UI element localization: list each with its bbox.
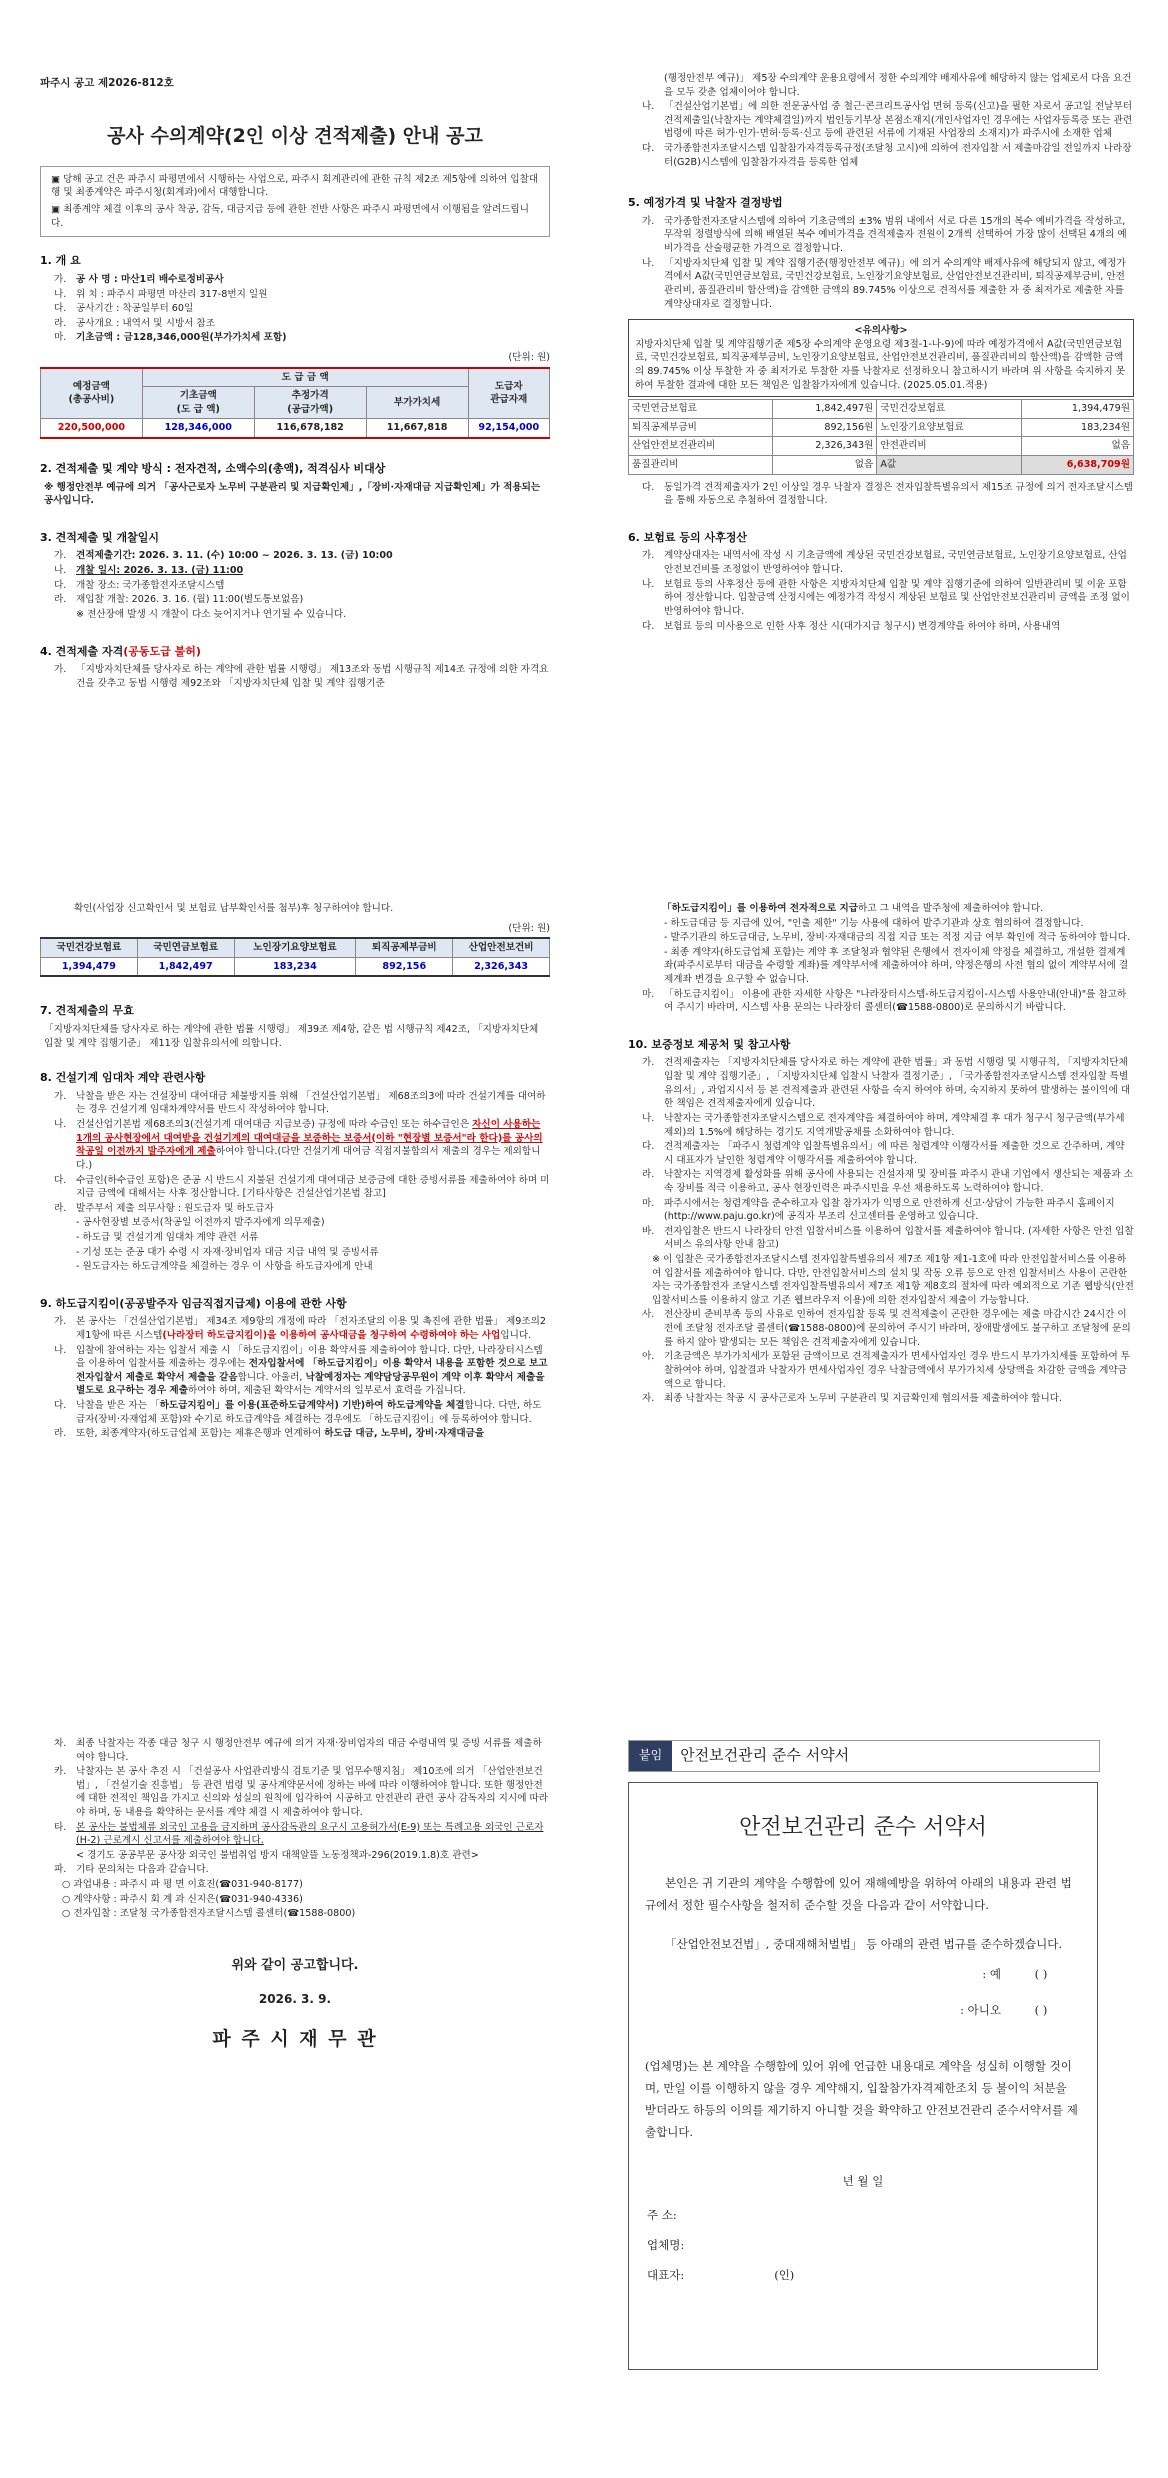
list-item: 나. 위 치 : 파주시 파평면 마산리 317-8번지 일원 bbox=[54, 288, 268, 300]
yes-option[interactable]: : 예 ( ) bbox=[982, 1967, 1048, 1982]
issuer: 파 주 시 재 무 관 bbox=[212, 2028, 378, 2051]
caution-box bbox=[628, 319, 1134, 397]
section-7-heading: 7. 견적제출의 무효 bbox=[40, 1004, 134, 1018]
a-value-table: 국민연금보험료 1,842,497원 국민건강보험료 1,394,479원 퇴직공제부금비 892,156원 노인장기요양보험료 183,234원 산업안전보건관리비 2,326,343원 안전관리비 없음 품질관리비 없음 A값 6,638,709원 bbox=[628, 399, 1134, 474]
list-item: 가. 본 공사는 「건설산업기본법」 제34조 제9항의 개정에 따라 「전자조달의 이용 및 촉진에 관한 법률」 제9조의2 제1항에 따른 시스템(나라장터 하도급지킴이)을 이용하여 공사대금을 청구하여 수령하여야 하는 사업입니다. bbox=[54, 1316, 546, 1342]
list-item: 다. 국가종합전자조달시스템 입찰참가자격등록규정(조달청 고시)에 의하여 전자입찰 서 제출마감일 전일까지 나라장터(G2B)시스템에 입찰참가자격을 등록한 업체 bbox=[642, 143, 1132, 168]
list-item: 자. 최종 낙찰자는 착공 시 공사근로자 노무비 구분관리 및 지급확인제 협의서를 제출하여야 합니다. bbox=[642, 1393, 1063, 1405]
list-item: 나. 건설산업기본법 제68조의3(건설기계 대여대금 지급보증) 규정에 따라 수급인 또는 하수급인은 자신이 사용하는 1개의 공사현장에서 대여받을 건설기계의 대여대금을 보증하는 보증서(이하 "현장별 보증서"라 한다)를 공사의 착공일 이전까지 발주자에게 제출하여야 합니다.(다만 건설기계 대여금 직접지불합의서 제출의 경우는 제외합니다.) bbox=[54, 1119, 543, 1171]
annex-tag: 붙임 bbox=[629, 1741, 672, 1771]
list-item: 다. 수급인(하수급인 포함)은 준공 시 반드시 지불된 건설기계 대여대금 보증금에 대한 증빙서류를 제출하여야 하며 미지급 금액에 대해서는 사후 정산합니다. [기타사항은 건설산업기본법 참고] bbox=[54, 1174, 550, 1200]
list-item: 라. 발주부서 제출 의무사항 : 원도급자 및 하도급자 bbox=[54, 1202, 274, 1214]
intro-line: ▣ 당해 공고 건은 파주시 파평면에서 시행하는 사업으로, 파주시 회계관리에 관한 규칙 제2조 제5항에 의하여 입찰대행 및 최종계약은 파주시청(회계과)에서 대행합니다. bbox=[51, 173, 539, 199]
section-10-note: ※ 이 입찰은 국가종합전자조달시스템 전자입찰특별유의서 제7조 제1항 제1-1호에 따라 안전입찰서비스를 이용하여 입찰서를 제출하여야 합니다. 다만, 안전입찰서비스의 설치 및 작동 오류 등으로 안전 입찰서비스 사용이 곤란한 자는 국가종합전자 조달시스템 전자입찰특별유의서 제7조 제1항 제8호의 절차에 따라 예외적으로 기존 웹방식(안전 입찰서비스를 이용하지 않고 기존 웹브라우저 이용)에 의한 전자입찰서 제출이 가능합니다. bbox=[652, 1254, 1134, 1306]
list-item: 라. 낙찰자는 지역경제 활성화를 위해 공사에 사용되는 건설자재 및 장비를 파주시 관내 기업에서 생산되는 제품과 소속 장비를 적극 이용하고, 공사 현장인력은 파주시민을 우선 채용하도록 노력하여야 합니다. bbox=[642, 1169, 1134, 1194]
list-item: 라. 재입찰 개찰: 2026. 3. 16. (월) 11:00(별도통보없음) bbox=[54, 594, 304, 606]
intro-line: ▣ 최종계약 체결 이후의 공사 착공, 감독, 대금지급 등에 관한 전반 사항은 파주시 파평면에서 이행됨을 알려드립니다. bbox=[51, 204, 529, 229]
page1-left-column bbox=[40, 76, 550, 691]
notice-number: 파주시 공고 제2026-812호 bbox=[40, 77, 174, 89]
list-item: 나. 「지방자치단체 입찰 및 계약 집행기준(행정안전부 예규)」에 의거 수의계약 배제사유에 해당되지 않고, 예정가격에서 A값(국민연금보험료, 국민건강보험료, 노인장기요양보험료, 산업안전보건관리비, 퇴직공제부금비, 안전관리비, 품질관리비 합산액)을 감액한 금액의 89.745% 이상으로 견적서를 제출한 자 중 최저가로 제출한 자를 계약상대자로 결정합니다. bbox=[642, 257, 1126, 310]
annex-header bbox=[628, 1740, 1100, 1772]
form-pledge: (업체명)는 본 계약을 수행함에 있어 위에 언급한 내용대로 계약을 성실히 이행할 것이며, 만일 이를 이행하지 않을 경우 계약해지, 입찰참가자격제한조치 등 불이익 처분을 받더라도 하등의 이의를 제기하지 아니할 것을 확약하고 안전보건관리 준수서약서를 제출합니다. bbox=[645, 2059, 1078, 2139]
list-item: 카. 낙찰자는 본 공사 추진 시 「건설공사 사업관리방식 검토기준 및 업무수행지침」 제10조에 의거 「산업안전보건법」, 「건설기술 진흥법」 등 관련 법령 및 공사계약문서에 정하는 바에 따라 이행하여야 합니다. 또한 행정안전에 대한 전적인 책임을 가지고 신의와 성실의 원칙에 입각하여 시공하고 안전관리 관련 공사 감독자의 지시에 따라야 하며, 동 내용을 확약하는 문서를 계약 체결 시 제출하여야 합니다. bbox=[54, 1766, 549, 1819]
page3-left-column bbox=[40, 1736, 550, 2053]
material-amount: 92,154,000 bbox=[468, 419, 549, 438]
list-item: 마. 파주시에서는 청렴계약을 준수하고자 입찰 참가자가 익명으로 안전하게 신고·상담이 가능한 파주시 홈페이지(http://www.paju.go.kr)에 공직자 부조리 신고센터를 운영하고 있습니다. bbox=[642, 1197, 1115, 1223]
list-item: 다. 개찰 장소: 국가종합전자조달시스템 bbox=[54, 579, 225, 591]
page1-right-column bbox=[628, 72, 1134, 634]
list-item: 아. 기초금액은 부가가치세가 포함된 금액이므로 견적제출자가 면세사업자인 경우 반드시 부가가치세를 포함하여 투찰하여야 하며, 입찰결과 낙찰자가 면세사업자인 경우 낙찰금액에서 부가가치세 상당액을 차감한 금액을 계약금액으로 합니다. bbox=[642, 1351, 1131, 1390]
issue-date: 2026. 3. 9. bbox=[258, 1992, 332, 2007]
sub-item: - 하도급대금 등 지급에 있어, "인출 제한" 기능 사용에 대하여 발주기관과 상호 협의하여 결정합니다. bbox=[664, 917, 1084, 929]
section-5-heading: 5. 예정가격 및 낙찰자 결정방법 bbox=[628, 196, 783, 210]
section-4-continued: (행정안전부 예규)」 제5장 수의계약 운용요령에서 정한 수의계약 배제사유에 해당하지 않는 업체로서 다음 요건을 모두 갖춘 업체이어야 합니다. bbox=[664, 73, 1132, 98]
form-title: 안전보건관리 준수 서약서 bbox=[739, 1815, 987, 1840]
no-option[interactable]: : 아니오 ( ) bbox=[960, 2003, 1048, 2018]
sub-item: - 원도급자는 하도급계약을 체결하는 경우 이 사항을 하도급자에게 안내 bbox=[76, 1261, 373, 1273]
list-item: 가. 국가종합전자조달시스템에 의하여 기초금액의 ±3% 범위 내에서 서로 다른 15개의 복수 예비가격을 작성하고, 무작위 정렬방식에 의해 배열된 복수 예비가격을 견적제출자 전원이 2개씩 선택하여 가장 많이 선택된 4개의 예비가격을 산술평균한 가격으로 결정합니다. bbox=[642, 215, 1127, 255]
list-item: 타. 본 공사는 불법체류 외국인 고용을 금지하며 공사감독관의 요구시 고용허가서(E-9) 또는 특례고용 외국인 근로자(H-2) 근로계시 신고서를 제출하여야 합니다. bbox=[54, 1821, 544, 1847]
company-field[interactable]: 업체명: bbox=[647, 2238, 685, 2253]
unit-label: (단위: 원) bbox=[508, 351, 550, 363]
section-3-heading: 3. 견적제출 및 개찰일시 bbox=[40, 530, 159, 544]
intro-box bbox=[40, 166, 550, 237]
contact-line: ○ 계약사항 : 파주시 회 계 과 신지은(☎031-940-4336) bbox=[62, 1893, 303, 1905]
list-item: 사. 전산장비 준비부족 등의 사유로 인하여 전자입찰 등록 및 견적제출이 곤란한 경우에는 제출 마감시간 24시간 이전에 조달청 전자조달 콜센터(☎1588-0800)에 문의하여 주시기 바라며, 장애발생에도 불구하고 조달청에 문의를 하지 않아 발생되는 모든 책임은 견적제출자에게 있습니다. bbox=[642, 1309, 1131, 1348]
list-item: 가. 견적제출기간: 2026. 3. 11. (수) 10:00 ~ 2026. 3. 13. (금) 10:00 bbox=[54, 550, 393, 562]
list-item: 가. 견적제출자는 「지방자치단체를 당사자로 하는 계약에 관한 법률」과 동법 시행령 및 시행규칙, 「지방자치단체 입찰 및 계약 집행기준」, 「지방자치단체 입찰시 낙찰자 결정기준」, 「국가종합전자조달시스템 전자입찰 특별유의서」, 과업지시서 등 본 견적제출과 관련된 사항을 숙지 하여야 하며, 숙지하지 못하여 발생하는 불이익에 대한 책임은 견적제출자에게 있습니다. bbox=[642, 1057, 1131, 1110]
list-item: 다. 견적제출자는 「파주시 청렴계약 입찰특별유의서」에 따른 청렴계약 이행각서를 제출한 것으로 간주하며, 계약 시 대표자가 날인한 청렴계약 이행각서를 제출하여야 합니다. bbox=[642, 1141, 1125, 1166]
list-item: 라. 공사개요 : 내역서 및 시방서 참조 bbox=[54, 317, 215, 329]
section-4-heading: 4. 견적제출 자격(공동도급 불허) bbox=[40, 644, 201, 658]
section-9-heading: 9. 하도급지킴이(공공발주자 임금직접지급제) 이용에 관한 사항 bbox=[40, 1296, 347, 1310]
contact-line: ○ 전자입찰 : 조달청 국가종합전자조달시스템 콜센터(☎1588-0800) bbox=[62, 1908, 356, 1920]
list-item: 가. 「지방자치단체를 당사자로 하는 계약에 관한 법률 시행령」 제13조와 동법 시행규칙 제14조 규정에 의한 자격요건을 갖추고 동법 시행령 제92조와 「지방자치단체 입찰 및 계약 집행기준 bbox=[54, 664, 549, 689]
vat-amount: 11,667,818 bbox=[366, 419, 468, 438]
budget-table: 예정금액 (총공사비) 도 급 금 액 도급자 관급자재 기초금액 (도 급 액) 추정가격 (공급가액) 부가가치세 220,500,000 128,346,000 116,678,182 11,667,818 92,154,000 bbox=[40, 367, 550, 439]
list-item: 다. 낙찰을 받은 자는 「하도급지킴이」를 이용(표준하도급계약서) 기반)하여 하도급계약을 체결합니다. 다만, 하도급자(장비·자재업체 포함)와 수기로 하도급계약을 체결하는 경우에도 「하도급지킴이」에 등록하여야 합니다. bbox=[54, 1400, 542, 1425]
list-item: 차. 최종 낙찰자는 각종 대금 청구 시 행정안전부 예규에 의거 자재·장비업자의 대금 수령내역 및 증빙 서류를 제출하여야 합니다. bbox=[54, 1738, 542, 1763]
form-law: 「산업안전보건법」, 중대재해처벌법」 등 아래의 관련 법규를 준수하겠습니다. bbox=[665, 1937, 1063, 1952]
list-item: 마. 기초금액 : 금128,346,000원(부가가치세 포함) bbox=[54, 332, 287, 344]
section-7-text: 「지방자치단체를 당사자로 하는 계약에 관한 법률 시행령」 제39조 제4항, 같은 법 시행규칙 제42조, 「지방자치단체 입찰 및 계약 집행기준」 제11장 입찰유의서에 의합니다. bbox=[44, 1024, 539, 1049]
list-item: 라. 또한, 최종계약자(하도급업체 포함)는 제휴은행과 연계하여 하도급 대금, 노무비, 장비·자재대금을 bbox=[54, 1428, 485, 1440]
section-1-heading: 1. 개 요 bbox=[40, 254, 81, 268]
list-item: 다. 공사기간 : 착공일부터 60일 bbox=[54, 303, 194, 315]
sub-item: - 발주기관의 하도급대금, 노무비, 장비·자재대금의 직접 지급 또는 적정 지급 여부 확인에 적극 동하여야 합니다. bbox=[664, 932, 1131, 944]
representative-field[interactable]: 대표자: (인) bbox=[647, 2267, 795, 2282]
form-body: 본인은 귀 기관의 계약을 수행함에 있어 재해예방을 위하여 아래의 내용과 관련 법규에서 정한 필수사항을 철저히 준수할 것을 다음과 같이 서약합니다. bbox=[645, 1875, 1072, 1912]
list-item: 나. 낙찰자는 국가종합전자조달시스템으로 전자계약을 체결하여야 하며, 계약체결 후 대가 청구시 청구금액(부가세 제외)의 1.5%에 해당하는 경기도 지역개발공채를 소화하여야 합니다. bbox=[642, 1112, 1125, 1138]
unit-label: (단위: 원) bbox=[508, 922, 550, 934]
reference-line: < 경기도 공공부문 공사장 외국인 불법취업 방지 대책알뜰 노동정책과-296(2019.1.8)호 관련> bbox=[76, 1849, 479, 1861]
annex-form bbox=[628, 1782, 1098, 2370]
list-item: 파. 기타 문의처는 다음과 같습니다. bbox=[54, 1864, 209, 1876]
page2-right-column bbox=[628, 902, 1134, 1407]
list-item: 나. 보험료 등의 사후정산 등에 관한 사항은 지방자치단체 입찰 및 계약 집행기준에 의하여 일반관리비 및 이윤 포함하여 정산합니다. 입찰금액 산정시에는 예정가격 작성시 계상된 보험료 및 산업안전보건관리비 금액을 조정 없이 반영하여야 합니다. bbox=[642, 578, 1130, 617]
address-field[interactable]: 주 소: bbox=[647, 2208, 677, 2223]
caution-text: 지방자치단체 입찰 및 계약집행기준 제5장 수의계약 운영요령 제3절-1-나-9)에 따라 예정가격에서 A값(국민연금보험료, 국민건강보험료, 퇴직공제부금비, 노인장기요양보험료, 산업안전보건관리비, 품질관리비의 합산액)을 감액한 금액의 89.745% 이상 투찰한 자 중 최저가로 투찰한 자를 낙찰자로 선정하오니 참고하시기 바라며 위 사항을 숙지하지 못하여 투찰한 결과에 대한 모든 책임은 입찰참가자에게 있습니다. (2025.05.01.적용) bbox=[635, 338, 1125, 391]
section-2-heading: 2. 견적제출 및 계약 방식 : 전자견적, 소액수의(총액), 적격심사 비대상 bbox=[40, 462, 386, 476]
list-item: 다. 동일가격 견적제출자가 2인 이상일 경우 낙찰자 결정은 전자입찰특별유의서 제15조 규정에 의거 전자조달시스템을 통해 자동으로 추첨하여 결정합니다. bbox=[642, 481, 1133, 507]
sub-item: - 공사현장별 보증서(착공일 이전까지 발주자에게 의무제출) bbox=[76, 1217, 325, 1229]
base-amount: 128,346,000 bbox=[142, 419, 254, 438]
section-6-continued: 확인(사업장 신고확인서 및 보험료 납부확인서를 첨부)후 청구하여야 합니다. bbox=[74, 903, 394, 914]
list-item: 가. 공 사 명 : 마산1리 배수로정비공사 bbox=[54, 273, 224, 285]
section-2-note: ※ 행정안전부 예규에 의거 「공사근로자 노무비 구분관리 및 지급확인제」,「장비·자재대금 지급확인제」가 적용되는 공사입니다. bbox=[44, 481, 541, 507]
section-3-note: ※ 전산장애 발생 시 개찰이 다소 늦어지거나 연기될 수 있습니다. bbox=[76, 608, 347, 620]
list-item: 나. 입찰에 참여하는 자는 입찰서 제출 시 「하도급지킴이」이용 확약서를 제출하여야 합니다. 다만, 나라장터시스템을 이용하여 입찰서를 제출하는 경우에는 전자입찰서에 「하도급지킴이」이용 확약서 내용을 포함한 것으로 보고 전자입찰서 제출로 확약서 제출을 갈음합니다. 아울러, 낙찰예정자는 계약담당공무원이 계약 이후 확약서 제출을 별도로 요구하는 경우 제출하여야 하며, 제출된 확약서는 계약서의 일부로서 효력을 가집니다. bbox=[54, 1344, 548, 1397]
list-item: 나. 「건설산업기본법」에 의한 전문공사업 중 철근·콘크리트공사업 면허 등록(신고)을 필한 자로서 공고일 전날부터 견적제출일(낙찰자는 계약체결일)까지 법인등기부상 본점소재지(개인사업자인 경우에는 사업자등록증 또는 관련법령에 따른 허가·인가·면허·등록·신고 등에 관련된 서류에 기재된 사업장의 소재지)가 파주시에 소재한 업체 bbox=[642, 101, 1133, 140]
contact-line: ○ 과업내용 : 파주시 파 평 면 이효진(☎031-940-8177) bbox=[62, 1879, 303, 1891]
list-item: 바. 전자입찰은 반드시 나라장터 안전 입찰서비스를 이용하여 입찰서를 제출하여야 합니다. (자세한 사항은 안전 입찰서비스 유의사항 안내 참고) bbox=[642, 1225, 1134, 1251]
list-item: 마. 「하도급지킴이」 이용에 관한 자세한 사항은 "나라장터시스템-하도급지킴이-시스템 사용안내(안내)"를 참고하여 주시기 바라며, 시스템 사용 문의는 나라장터 콜센터(☎1588-0800)로 문의하시기 바랍니다. bbox=[642, 988, 1127, 1014]
sub-item: - 최종 계약자(하도급업체 포함)는 계약 후 조달청과 협약된 은행에서 전자이체 약정을 체결하고, 개설한 결제계좌(파주시로부터 대금을 수령할 계좌)를 계약부서에 제출하여야 하며, 약정은행의 사전 협의 없이 계약부서에 결제계좌 변경을 요구할 수 없습니다. bbox=[664, 946, 1129, 986]
section-8-heading: 8. 건설기계 임대차 계약 관련사항 bbox=[40, 1071, 206, 1085]
form-date: 년 월 일 bbox=[842, 2174, 884, 2189]
closing-statement: 위와 같이 공고합니다. bbox=[231, 1957, 359, 1973]
section-9-continued: 「하도급지킴이」를 이용하여 전자적으로 지급하고 그 내역을 발주청에 제출하여야 합니다. bbox=[662, 903, 1044, 914]
page-title: 공사 수의계약(2인 이상 견적제출) 안내 공고 bbox=[107, 124, 483, 147]
list-item: 가. 계약상대자는 내역서에 작성 시 기초금액에 계상된 국민건강보험료, 국민연금보험료, 노인장기요양보험료, 산업안전보건비를 조정없이 반영하여야 합니다. bbox=[642, 550, 1127, 576]
sub-item: - 기성 또는 준공 대가 수령 시 자재·장비업자 대금 지급 내역 및 증빙서류 bbox=[76, 1246, 379, 1258]
sub-item: - 하도급 및 건설기계 임대차 계약 관련 서류 bbox=[76, 1231, 259, 1243]
section-10-heading: 10. 보증정보 제공처 및 참고사항 bbox=[628, 1037, 791, 1051]
section-6-heading: 6. 보험료 등의 사후정산 bbox=[628, 530, 747, 544]
list-item: 다. 보험료 등의 미사용으로 인한 사후 정산 시(대가지급 청구시) 변경계약을 하여야 하며, 사용내역 bbox=[642, 620, 1061, 632]
list-item: 가. 낙찰을 받은 자는 건설장비 대여대금 체불방지를 위해 「건설산업기본법」 제68조의3에 따라 건설기계를 대여하는 경우 건설기계 임대차계약서를 반드시 작성하여야 합니다. bbox=[54, 1090, 546, 1116]
page2-left-column bbox=[40, 902, 550, 1442]
caution-title: <유의사항> bbox=[854, 325, 908, 337]
estimated-price: 116,678,182 bbox=[254, 419, 366, 438]
annex-header-title: 안전보건관리 준수 서약서 bbox=[680, 1746, 850, 1765]
estimated-total: 220,500,000 bbox=[41, 419, 143, 438]
list-item: 나. 개찰 일시: 2026. 3. 13. (금) 11:00 bbox=[54, 565, 244, 577]
insurance-table: 국민건강보험료 국민연금보험료 노인장기요양보험료 퇴직공제부금비 산업안전보건비 1,394,479 1,842,497 183,234 892,156 2,326,343 bbox=[40, 937, 550, 977]
